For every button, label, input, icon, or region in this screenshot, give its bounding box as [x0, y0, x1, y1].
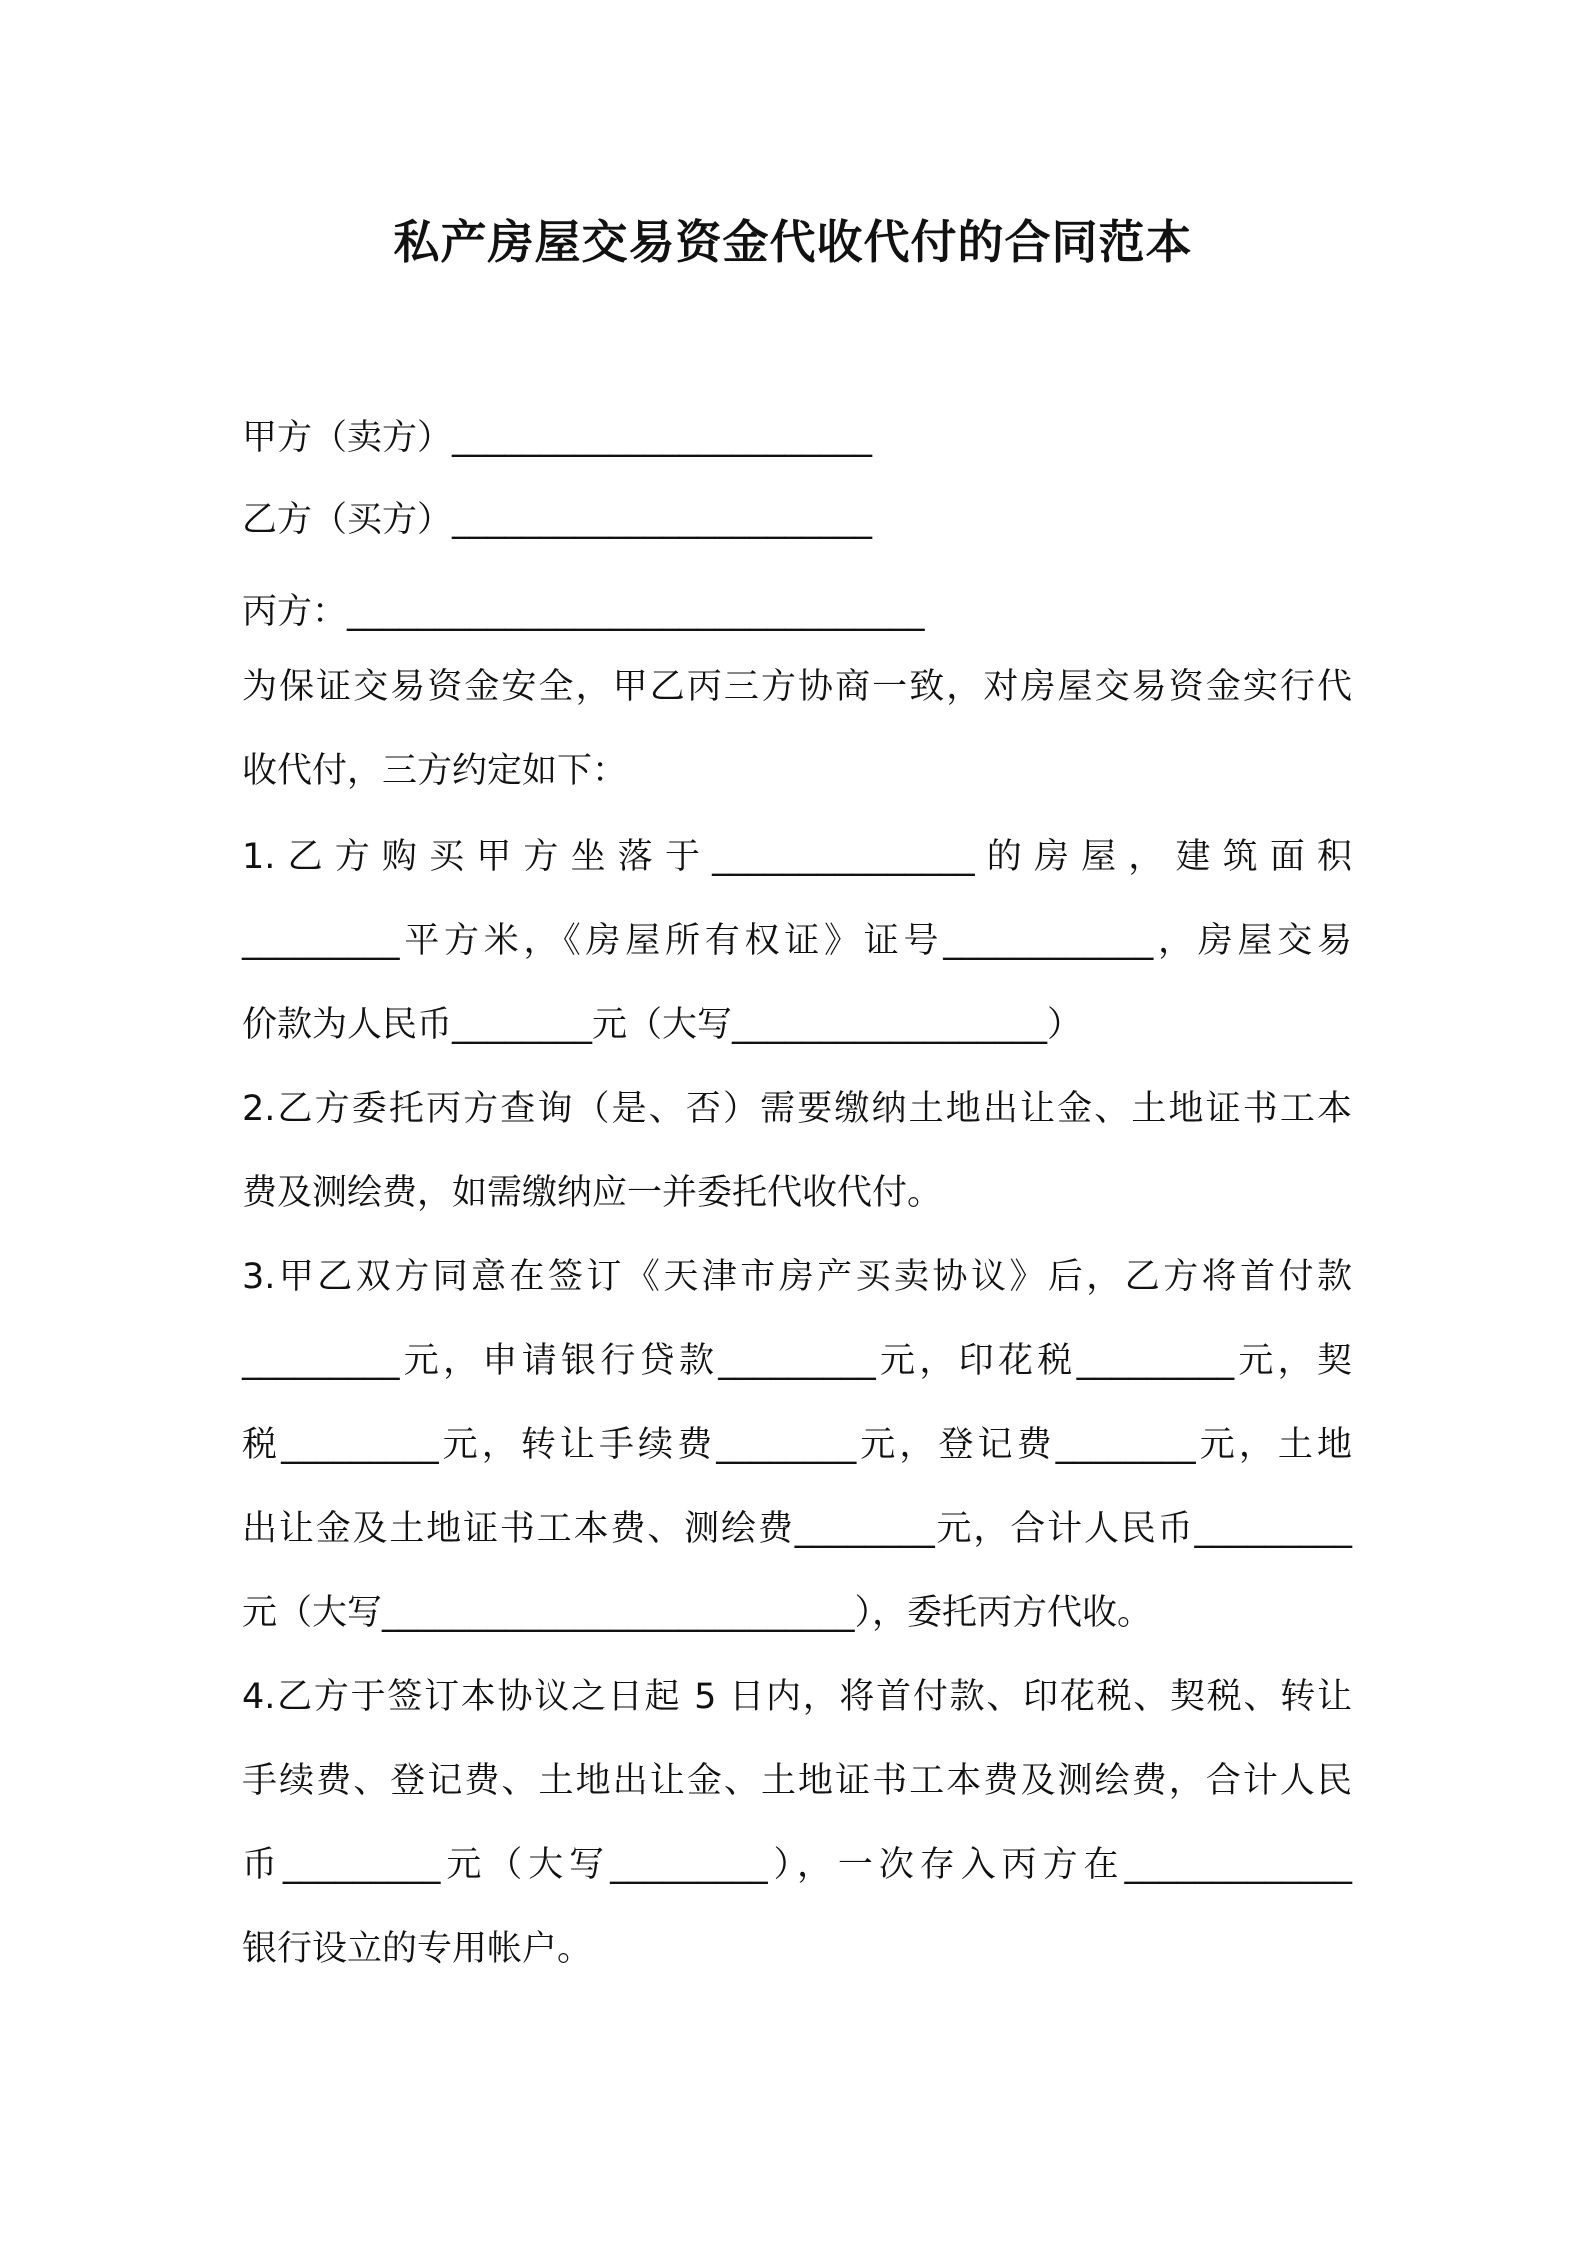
clause-1-line-2: _________平方米，《房屋所有权证》证号____________，房屋交易 [242, 921, 1352, 961]
clause-3-line-1: 3.甲乙双方同意在签订《天津市房产买卖协议》后，乙方将首付款 [242, 1257, 1352, 1297]
clause-3-line-2: _________元，申请银行贷款_________元，印花税_________元，契 [242, 1341, 1352, 1381]
party-c-line: 丙方：_________________________________ [242, 592, 925, 632]
clause-2-line-2: 费及测绘费，如需缴纳应一并委托代收代付。 [242, 1173, 943, 1213]
preamble-line-1: 为保证交易资金安全，甲乙丙三方协商一致，对房屋交易资金实行代 [242, 667, 1352, 707]
party-b-line: 乙方（买方）________________________ [242, 500, 873, 540]
clause-1-line-3: 价款为人民币________元（大写__________________） [242, 1005, 1083, 1045]
clause-3-line-4: 出让金及土地证书工本费、测绘费________元，合计人民币_________ [242, 1509, 1352, 1549]
clause-3-line-5: 元（大写___________________________），委托丙方代收。 [242, 1593, 1153, 1633]
document-title: 私产房屋交易资金代收代付的合同范本 [393, 215, 1193, 269]
preamble-line-2: 收代付，三方约定如下： [242, 751, 628, 791]
clause-4-line-2: 手续费、登记费、土地出让金、土地证书工本费及测绘费，合计人民 [242, 1761, 1352, 1801]
clause-4-line-3: 币_________元（大写_________），一次存入丙方在_____________ [242, 1845, 1352, 1885]
party-a-line: 甲方（卖方）________________________ [242, 418, 873, 458]
clause-4-line-1: 4.乙方于签订本协议之日起 5 日内，将首付款、印花税、契税、转让 [242, 1677, 1352, 1717]
clause-2-line-1: 2.乙方委托丙方查询（是、否）需要缴纳土地出让金、土地证书工本 [242, 1089, 1352, 1129]
clause-3-line-3: 税_________元，转让手续费________元，登记费________元，土地 [242, 1425, 1352, 1465]
clause-4-line-4: 银行设立的专用帐户。 [242, 1929, 593, 1969]
clause-1-line-1: 1.乙方购买甲方坐落于_______________的房屋，建筑面积 [242, 837, 1352, 877]
